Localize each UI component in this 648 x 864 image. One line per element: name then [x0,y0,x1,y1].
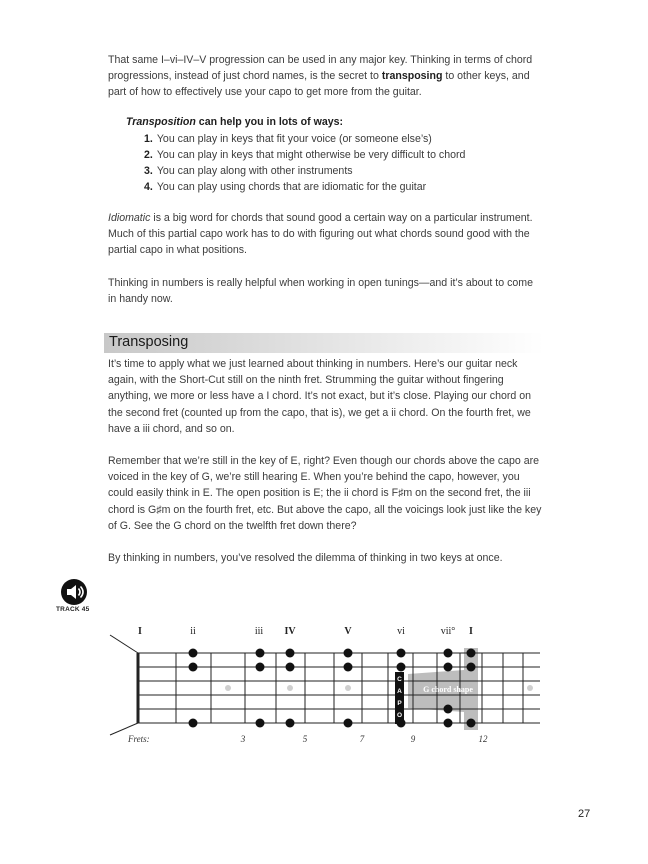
chord-dot [286,663,295,672]
fretboard-diagram [100,618,550,748]
numbers-paragraph: Thinking in numbers is really helpful when working in open tunings—and it’s about to come in handy now. [108,277,533,306]
chord-dot [344,649,353,658]
chord-dot [444,705,453,714]
chord-dot [344,663,353,672]
list-item: 4. You can play using chords that are idiomatic for the guitar [144,181,427,193]
chord-dot [397,719,406,728]
g-chord-shape-label: G chord shape [423,685,473,694]
chord-dot [444,719,453,728]
fret-number: 3 [240,734,246,744]
fret-inlay-markers [225,685,533,691]
fret-number: 7 [359,734,365,744]
fret-number: 5 [302,734,308,744]
chord-dot [397,649,406,658]
chord-dot [467,719,476,728]
idiomatic-paragraph: Idiomatic is a big word for chords that sound good a certain way on a particular instrument. Much of this partial capo work has to do with figuring out what chords sound good with the partial capo in what positions. [108,212,533,257]
transposing-paragraph-1: It’s time to apply what we just learned about thinking in numbers. Here’s our guitar neck again, with the Short-Cut still on the ninth fret. Strumming the guitar without fingering anything, we more or less have a I chord. It’s not exact, but it’s close. Playing our chord on the second fret (counted up from the capo, that is), we get a ii chord. On the fourth fret, we have a iii chord, and so on. [108,358,531,435]
list-item: 3. You can play along with other instruments [144,165,353,177]
chord-dot [467,663,476,672]
capo-letter: P [397,700,402,707]
headstock-line [110,635,138,653]
chord-dot [344,719,353,728]
chord-dot [256,719,265,728]
chord-label-I: I [138,626,142,637]
transposing-paragraph-3: By thinking in numbers, you’ve resolved the dilemma of thinking in two keys at once. [108,552,503,564]
chord-dot [256,649,265,658]
chord-dot [286,719,295,728]
page-number: 27 [578,808,591,820]
transposing-paragraph-2: Remember that we’re still in the key of E, right? Even though our chords above the capo are voiced in the key of G, we’re still hearing E. When you’re behind the capo, however, you could easily think in E. The open position is E; the ii chord is F♯m on the second fret, the iii chord is G♯m on the fourth fret, etc. But above the capo, all the voicings look just like the key of G. See the G chord on the twelfth fret down there? [108,455,542,532]
chord-dot [286,649,295,658]
chord-dot [397,663,406,672]
chord-label-vii-dim: vii° [440,626,456,637]
capo-letter: C [397,676,402,683]
chord-dot [189,649,198,658]
fret-number: 12 [478,734,488,744]
capo-letter: A [397,688,402,695]
ways-list [144,131,465,195]
chord-label-vi: vi [397,626,405,637]
intro-paragraph: That same I–vi–IV–V progression can be used in any major key. Thinking in terms of chord progressions, instead of just chord names, is the secret to transposing to other keys, and part of how to effectively use your capo to get more from the guitar. [108,54,533,99]
section-heading [104,333,544,353]
transposing-term: transposing [381,70,443,83]
chord-dot [467,649,476,658]
chord-dot [189,663,198,672]
frets-label: Frets: [128,734,150,744]
speaker-icon[interactable] [60,578,88,606]
chord-label-ii: ii [190,626,196,637]
ways-list-title: Transposition can help you in lots of ways: [126,116,344,128]
fret-number: 9 [410,734,416,744]
chord-dot [444,663,453,672]
list-item: 1. You can play in keys that fit your voice (or someone else’s) [144,133,432,145]
chord-dot [444,649,453,658]
track-label: TRACK 45 [56,606,90,613]
capo-letter: O [396,712,403,719]
section-title: Transposing [109,334,189,350]
chord-dot [256,663,265,672]
chord-dot [189,719,198,728]
list-item: 2. You can play in keys that might otherwise be very difficult to chord [144,149,466,161]
chord-label-iii: iii [254,626,264,637]
chord-label-I-high: I [469,626,473,637]
chord-label-IV: IV [284,626,296,637]
strings [138,653,540,723]
chord-label-V: V [344,626,352,637]
